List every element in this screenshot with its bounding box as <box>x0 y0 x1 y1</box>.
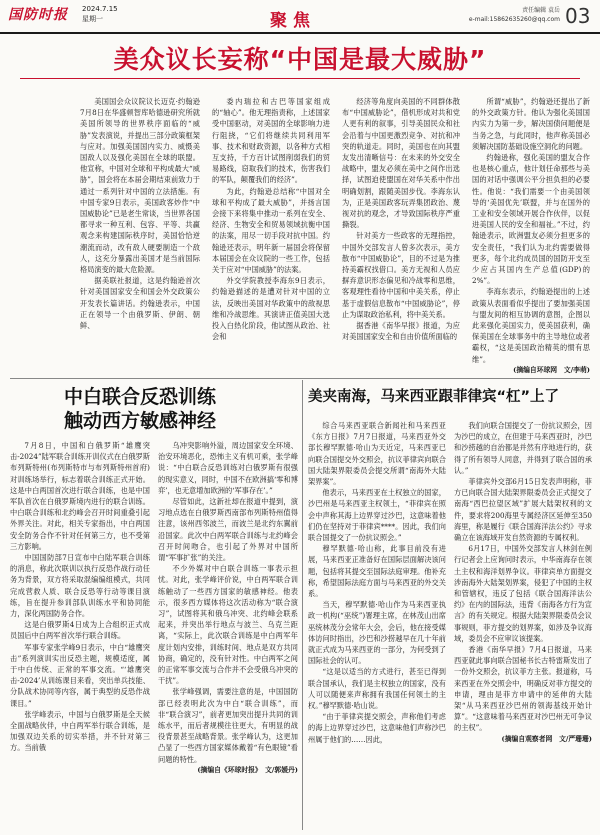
article1-col1: 美国国会众议院议长迈克·约翰逊7月8日在华盛顿智库哈德逊研究所就美国所领导的世界秩序面临的“威胁”发表演说，并提出三部分政策框架与应对。加强美国国内实力、威慑美国敌人以及强化美国在全球的联盟。他宣称，中国对全球和平构成最大“威胁”，国会将在本届会期结束前致力于通过一系列针对中国的立法措施。有中国专家9日表示，美国政客炒作“中国威胁论”已是老生常谈，当世界各国都寻求一种互利、包容、平等、共赢观念来构建国际秩序时，美国恰恰逆潮流而动，改有敌人硬要制造一个敌人，这充分暴露出美国才是当前国际格局演变的最大危险源。 据美联社报道，这是约翰逊首次针对美国国家安全和国会外交政策公开发表长篇讲话。约翰逊表示，中国正在领导一个由俄罗斯、伊朗、朝鲜、 <box>80 97 200 331</box>
editor-info: 责任编辑 袁岳 e-mail:15862635260@qq.com <box>468 7 560 23</box>
article2-headline: 中白联合反恐训练 触动西方敏感神经 <box>63 386 216 432</box>
article3-headline: 美夹南海，马来西亚跟菲律宾“杠”上了 <box>308 389 560 405</box>
newspaper-logo: 国防时报 <box>8 7 68 23</box>
article3-col1: 综合马来西亚联合新闻社和马来西亚《东方日报》7月7日报道，马来西亚外交部长穆罕默德·哈山为天近定，马来西亚已向联合国提交外交照会，抗议菲律宾向联合国大陆架界限委员会提交所谓“南海外大陆架界案”。 他表示，马来西亚在土权独立的国家，沙巴州是马来西亚主权领土，“菲律宾在照会中声称其海上边界穿过沙巴，这意味着他们仍在坚持对于菲律宾****。因此，我们向联合国提交了一份抗议照会。” 穆罕默德·哈山称，此事目前没有进展，马来西亚正准备好在国际层面解决该问题，包括将其提交至国际法庭审理。他补充称，希望国际法庭方面与马来西亚的外交关系。 当天，穆罕默德·哈山作为马来西亚执政一机构(“巫统”)署理主席，在林茂山出席巫统林茂分会常年大会，会后，他在接受媒体访问时指出，沙巴和沙捞越早在几十年前就正式成为马来西亚的一部分，为何受到了国际社会的认可。 “这是以适当的方式进行，甚至已得到联合国承认，我们是主权独立的国家，没有人可以随便来声称拥有我国任何领土的主权。”穆罕默德·哈山说。 “由于菲律宾提交照会，声称他们考虑的海上边界穿过沙巴，这意味他们声称沙巴州属于他们的……因此， <box>308 421 446 744</box>
page-number: 03 <box>565 4 591 28</box>
article2-byline: (摘编自《环球时报》 文/郭媛丹) <box>197 765 298 774</box>
article2-col1: 7月8日，中国和白俄罗斯“雄鹰突击-2024”陆军联合训练开训仪式在白俄罗斯布列斯特州(布列斯特市与布列斯特州首府)对训练场举行，标志着联合训练正式开始。这是中白两国首次进行联合训练，也是中国军队首次在白俄罗斯境内进行的联合训练。中白联合训练和北约峰会召开时间重叠引起外界关注。对此，相关专家指出，中白两国安全防务合作不针对任何第三方，也不受第三方影响。 中国国防部7日宣布中白陆军联合训练的消息，称此次联训以执行反恐作战行动任务为背景，双方将采取混编编组模式，共同完成营救人质、联合反恐等行动等课目演练，旨在提升参训部队训练水平和协同能力，深化两国防务合作。 这是白俄罗斯4日成为上合组织正式成员国后中白两军首次举行联合训练。 军事专家张学峰9日表示，中白“雄鹰突击”系列演训实出反恐主题，规模适度，属于中白传统、正常的军事交流。“‘雄鹰突击-2024’从训练课目来看，突出单兵技能、分队战术协同等内容，属于典型的反恐作战课目。” 张学峰表示，中国与白俄罗斯是全天候全面战略伙伴，中白两军举行联合训练，是加强双边关系的切实举措，并不针对第三方。当前俄 <box>10 441 150 753</box>
article1-col4: 所谓“威胁”，约翰逊还提出了新的外交政策方针。他认为强化美国国内实力为第一步，解决国债问题便是当务之急，与此同时，他声称美国必须解决国防基础设施空洞化的问题。 约翰逊称，强化美国的盟友合作也是核心重点，他计划任命那些与美国的对话中强调公平分担负担的必要性。他说：“我们需要一个由美国领导的‘美国优先’联盟，并与在国外的工业和安全领域开展合作伙伴，以促进美国人民的安全和福祉。”不过，约翰逊表示，欧洲盟友必须分担更多的安全责任，“我们认为北约需要做得更多，每个北约成员国的国防开支至少应占其国内生产总值(GDP)的2%”。 李海东表示，约翰逊提出的上述政策从表面看似乎提出了要加强美国与盟友间的相互协调的意图，企图以此来强化美国实力，使美国获利，确保美国在全球事务中的主导地位或者霸权，“这是美国政治精英的惯有思维”。 (摘编自环球网 文/李萌) <box>472 96 590 376</box>
vertical-divider <box>302 380 303 830</box>
article1-col2: 委内瑞拉和古巴等国家组成的“轴心”。他无理指责称，上述国家受中国驱动，对美国的全球影响力进行阻挠，“它们将继续共同利用军事、技术和财政资源，以各种方式相互支持，千方百计试图削弱我们的贸易路线，窃取我们的技术，伤害我们的军队，颠覆我们的经济”。 为此，约翰逊总结称“中国对全球和平构成了最大威胁”，并扬言国会接下来将集中推动一系列在安全、经济、生物安全和贸易领域抗衡中国的法案，用尽一切手段对抗中国。约翰逊还表示，明年新一届国会将保留本届国会在众议院的一些工作，包括关于应对“中国威胁”的法案。 外交学院教授李海东9日表示，约翰逊描述的是遭对针对中国的立法，反映出美国对华政策中的敌视思维和冷战思维。其演讲正值美国大选投入白热化阶段，他试图从政治、社会和 <box>212 97 330 342</box>
issue-date: 2024.7.15 星期一 <box>82 5 118 23</box>
section-title: 聚焦 <box>270 11 316 31</box>
headline-rule <box>20 78 580 79</box>
article3-col2: 我们向联合国提交了一份抗议照会，因为沙巴的成立，在但建于马来西亚时，沙巴和沙捞越的自治都是并然有序地进行的，获得了所有领导人同意，并得到了联合国的承认。” 菲律宾外交部6月15日发表声明称，菲方已向联合国大陆架界限委员会正式提交了南海“西巴拉望区域”扩展大陆架权利的文件，要求将200海里专属经济区延伸至350海里，称是履行《联合国海洋法公约》寻求确立在该海域开发自然资源的专属权利。 6月17日，中国外交部发言人林剑在例行记者会上应询问时表示，中华南海存在领土主权和海洋划界争议。菲律宾单方面提交涉南海外大陆架划界案，侵犯了中国的主权和管辖权，违反了包括《联合国海洋法公约》在内的国际法，违背《南海各方行为宣言》的有关规定。根据大陆架界限委员会议事规则，菲方提交的划界案，如涉及争议海域，委员会不应审议该提案。 香港《南华早报》7月4日报道，马来西亚就此事向联合国秘书长古特雷斯发出了一份外交照会，抗议菲方主张。报道称，马来西亚在外交照会中，明确反对菲方提交的申请，理由是菲方申请中的延伸的大陆架“从马来西亚沙巴州的领海基线开始计算”。“这意味着马来西亚对沙巴州无可争议的主权”。 (摘编自观察者网 文/严珊珊) <box>454 420 592 830</box>
masthead <box>0 0 600 34</box>
main-headline: 美众议长妄称“中国是最大威胁” <box>113 45 487 74</box>
article1-byline: (摘编自环球网 文/李萌) <box>513 365 590 374</box>
horizontal-divider <box>10 378 590 379</box>
article2-col2: 乌冲突影响外溢，周边国家安全环境、治安环境恶化，恐怖主义有机可乘，张学峰说：“中白联合反恐训练对白俄罗斯有很强的现实意义，同时，中国不在欧洲搞‘零和博弈’，也无意增加欧洲的‘军事存在’。” 尽管如此，这新社却在报道中提到，演习地点选在白俄罗斯西南部布列斯特州值得注意，该州西邻波兰，而波兰是北约东翼前沿国家。此次中白两军联合训练与北约峰会召开时间吻合，也引起了外界对中国所谓“军事扩张”的关注。 不少外媒对中白联合训练一事表示担忧。对此，张学峰评价说，中白两军联合训练触动了一些西方国家的敏感神经。他表示，很多西方媒体将这次活动称为“联合演习”，试图将其和俄乌冲突、北约峰会联系起来，并突出举行地点与波兰、乌克兰距离，“实际上，此次联合训练是中白两军年度计划内安排，训练时间、地点是双方共同协商，确定的，没有针对性。中白两军之间的正常军事交流与合作并不会受俄乌冲突的干扰”。 张学峰强调，需要注意的是，中国国防部已经表明此次为中白“联合训练”，而非“联合演习”，前者更加突出提升共同的训练水平，而后者规模往往更大，有明显的战役背景甚至战略背景。张学峰认为，这更加凸显了一些西方国家媒体戴着“有色眼镜”看问题的特性。 (摘编自《环球时报》 文/郭媛丹) <box>158 440 298 830</box>
article1-col3: 经济等角度向美国的不同群体散布“中国威胁论”，借机形成对共和党人更有利的叙事，引导美国民众和社会沿着与中国更激烈竞争、对抗和冲突的轨道走。同时，美国也在向其盟友发出清晰信号：在未来的外交安全战略中，盟友必须在美中之间作出选择，试图迫使盟国在对华关系中作出明确划割，跟随美国步伐。李海东认为，正是美国政客玩弄集团政治、蔑视对抗的观念，才导致国际秩序严重撕裂。 针对美方一些政客的无理指控，中国外交部发言人曾多次表示，美方散布“中国威胁论”，目的不过是为推持美霸权找借口。美方无视和人员应摒弃意识形态偏见和冷战零和思维，客观理性看待中国和中美关系，停止基于虚假信息散布“中国威胁论”，停止为谋取政治私利，将中美关系。 据香港《南华早报》报道，为应对美国国家安全和自由价值所面临的 <box>342 97 460 342</box>
article3-byline: (摘编自观察者网 文/严珊珊) <box>501 734 592 743</box>
